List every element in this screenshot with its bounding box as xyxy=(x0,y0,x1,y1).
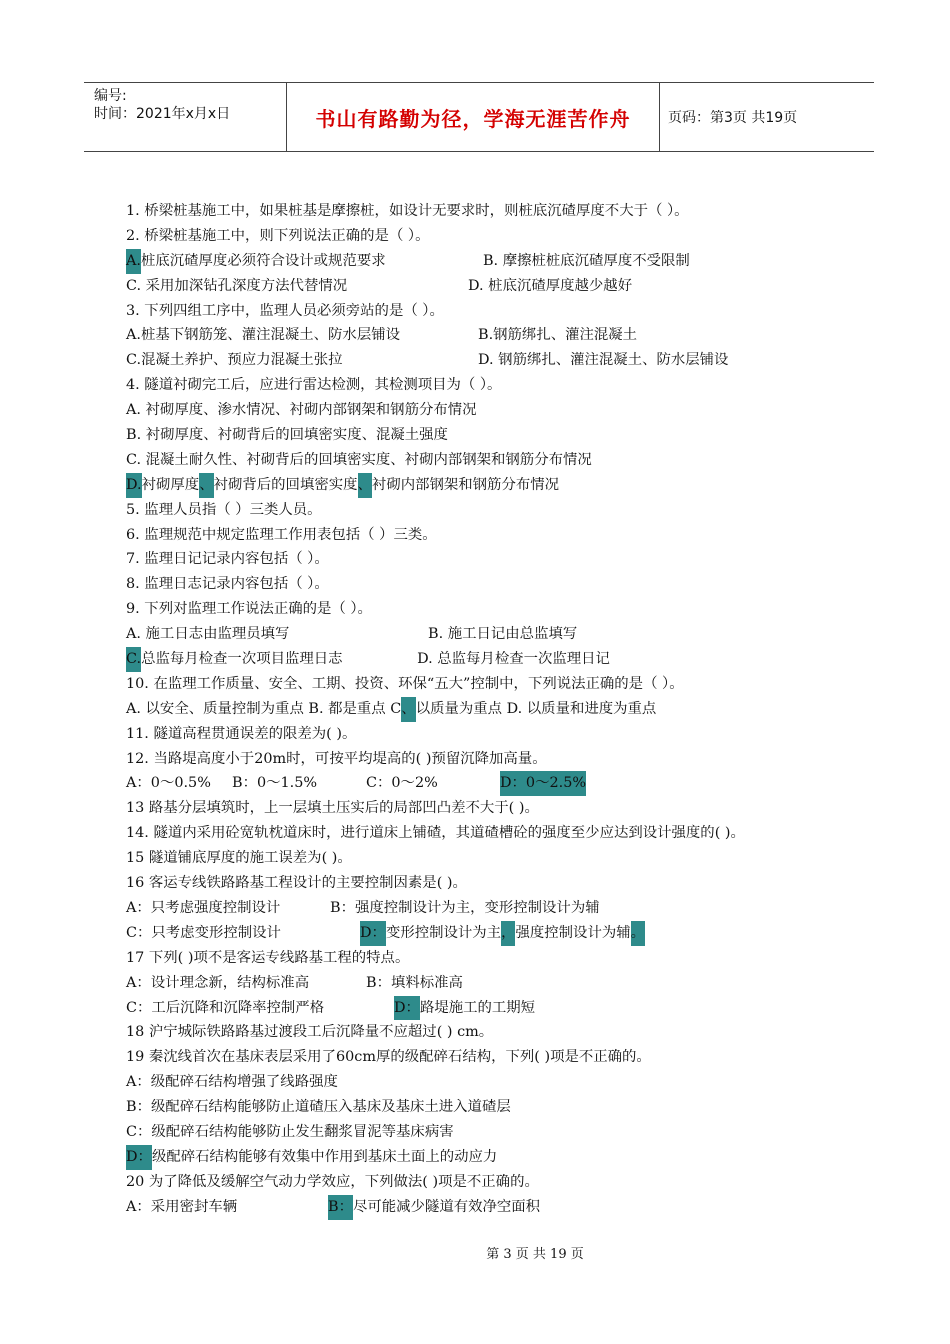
line-text: 20 为了降低及缓解空气动力学效应，下列做法( )项是不正确的。 xyxy=(126,1173,539,1190)
question-line xyxy=(126,871,842,896)
line-text: 1. 桥梁桩基施工中，如果桩基是摩擦桩，如设计无要求时，则桩底沉碴厚度不大于（ ）。 xyxy=(126,203,689,219)
line-text: A. 衬砌厚度、渗水情况、衬砌内部钢架和钢筋分布情况 xyxy=(126,402,477,419)
question-line xyxy=(126,946,842,971)
question-line xyxy=(126,274,842,299)
question-line xyxy=(126,672,842,697)
line-text: B. 施工日记由总监填写 xyxy=(428,626,578,643)
question-line xyxy=(126,722,842,747)
question-line xyxy=(126,572,842,597)
line-text: B：0～1.5% xyxy=(232,775,318,792)
question-line xyxy=(126,423,842,448)
line-text: 强度控制设计为辅 xyxy=(515,924,631,941)
line-text: A：级配碎石结构增强了线路强度 xyxy=(126,1074,338,1091)
question-line xyxy=(126,448,842,473)
line-text: 6. 监理规范中规定监理工作用表包括（ ）三类。 xyxy=(126,526,437,543)
question-line xyxy=(126,199,842,224)
line-text: 5. 监理人员指（ ）三类人员。 xyxy=(126,501,322,518)
line-text: C. 混凝土耐久性、衬砌背后的回填密实度、衬砌内部钢架和钢筋分布情况 xyxy=(126,451,592,468)
line-text: B.钢筋绑扎、灌注混凝土 xyxy=(478,327,638,344)
line-text: 14. 隧道内采用砼宽轨枕道床时，进行道床上铺碴，其道碴槽砼的强度至少应达到设计强度的( )。 xyxy=(126,825,745,842)
highlighted-answer: 、 xyxy=(358,473,372,498)
line-text: 总监每月检查一次项目监理日志 xyxy=(141,651,343,668)
line-text: A. 施工日志由监理员填写 xyxy=(126,626,290,643)
line-text: C：级配碎石结构能够防止发生翻浆冒泥等基床病害 xyxy=(126,1123,454,1140)
line-text: B：强度控制设计为主，变形控制设计为辅 xyxy=(330,899,600,916)
line-text: B. 衬砌厚度、衬砌背后的回填密实度、混凝土强度 xyxy=(126,427,448,444)
highlighted-answer: D： xyxy=(360,921,386,946)
line-text: D. 桩底沉碴厚度越少越好 xyxy=(468,277,633,294)
line-text: 7. 监理日记记录内容包括（ ）。 xyxy=(126,551,329,568)
line-text: C：工后沉降和沉降率控制严格 xyxy=(126,999,325,1016)
question-line xyxy=(126,473,842,498)
number-label: 编号: xyxy=(94,88,127,104)
line-text: 13 路基分层填筑时，上一层填土压实后的局部凹凸差不大于( )。 xyxy=(126,800,539,817)
question-line xyxy=(126,846,842,871)
question-line xyxy=(126,1120,842,1145)
line-text: A：只考虑强度控制设计 xyxy=(126,899,281,916)
line-text: 11. 隧道高程贯通误差的限差为( )。 xyxy=(126,725,357,742)
line-text: C：只考虑变形控制设计 xyxy=(126,924,281,941)
highlighted-answer: D. xyxy=(126,473,142,498)
highlighted-answer: D： xyxy=(394,996,420,1021)
highlighted-answer: 。 xyxy=(631,921,645,946)
question-line xyxy=(126,523,842,548)
page-header xyxy=(84,82,874,152)
question-line xyxy=(126,1045,842,1070)
question-line xyxy=(126,597,842,622)
highlighted-answer: A. xyxy=(126,249,141,274)
line-text: 3. 下列四组工序中，监理人员必须旁站的是（ ）。 xyxy=(126,302,444,319)
time-label: 时间：2021年x月x日 xyxy=(94,106,231,122)
question-line xyxy=(126,398,842,423)
line-text: 12. 当路堤高度小于20m时，可按平均堤高的( )预留沉降加高量。 xyxy=(126,750,547,767)
line-text: 衬砌厚度 xyxy=(141,476,200,493)
line-text: C.混凝土养护、预应力混凝土张拉 xyxy=(126,352,343,369)
line-text: A：0～0.5% xyxy=(126,775,211,792)
line-text: 9. 下列对监理工作说法正确的是（ ）。 xyxy=(126,601,372,618)
highlighted-answer: B： xyxy=(328,1195,353,1220)
question-line xyxy=(126,996,842,1021)
highlighted-answer: 、 xyxy=(401,697,415,722)
question-line xyxy=(126,373,842,398)
question-line xyxy=(126,971,842,996)
question-line xyxy=(126,796,842,821)
question-line xyxy=(126,224,842,249)
line-text: 桩底沉碴厚度必须符合设计或规范要求 xyxy=(140,252,386,269)
line-text: 2. 桥梁桩基施工中，则下列说法正确的是（ ）。 xyxy=(126,227,430,244)
line-text: B：填料标准高 xyxy=(366,974,463,991)
line-text: 级配碎石结构能够有效集中作用到基床土面上的动应力 xyxy=(151,1148,498,1165)
question-list xyxy=(126,199,842,1220)
question-line xyxy=(126,622,842,647)
line-text: 尽可能减少隧道有效净空面积 xyxy=(352,1198,541,1215)
question-line xyxy=(126,348,842,373)
question-line xyxy=(126,747,842,772)
highlighted-answer: 、 xyxy=(199,473,213,498)
question-line xyxy=(126,647,842,672)
question-line xyxy=(126,1195,842,1220)
line-text: 变形控制设计为主 xyxy=(385,924,502,941)
line-text: D. 钢筋绑扎、灌注混凝土、防水层铺设 xyxy=(478,352,729,369)
line-text: 18 沪宁城际铁路路基过渡段工后沉降量不应超过( ) cm。 xyxy=(126,1024,494,1041)
line-text: 19 秦沈线首次在基床表层采用了60cm厚的级配碎石结构，下列( )项是不正确的。 xyxy=(126,1049,651,1066)
question-line xyxy=(126,323,842,348)
question-line xyxy=(126,771,842,796)
question-line xyxy=(126,1095,842,1120)
line-text: 以质量为重点 D. 以质量和进度为重点 xyxy=(415,700,657,717)
line-text: B. 摩擦桩桩底沉碴厚度不受限制 xyxy=(482,252,690,269)
question-line xyxy=(126,1020,842,1045)
question-line xyxy=(126,1070,842,1095)
line-text: 路堤施工的工期短 xyxy=(419,999,536,1016)
highlighted-answer: D：0～2.5% xyxy=(500,771,586,796)
line-text: C. 采用加深钻孔深度方法代替情况 xyxy=(126,277,348,294)
header-left xyxy=(84,83,286,151)
line-text: 8. 监理日志记录内容包括（ ）。 xyxy=(126,576,329,593)
question-line xyxy=(126,547,842,572)
line-text: 10. 在监理工作质量、安全、工期、投资、环保“五大”控制中，下列说法正确的是（ ）。 xyxy=(126,675,684,692)
question-line xyxy=(126,498,842,523)
line-text: 15 隧道铺底厚度的施工误差为( )。 xyxy=(126,850,352,867)
question-line xyxy=(126,1145,842,1170)
question-line xyxy=(126,249,842,274)
question-line xyxy=(126,697,842,722)
line-text: 衬砌背后的回填密实度 xyxy=(213,476,358,493)
header-motto: 书山有路勤为径，学海无涯苦作舟 xyxy=(286,83,660,151)
question-line xyxy=(126,299,842,324)
line-text: 4. 隧道衬砌完工后，应进行雷达检测，其检测项目为（ ）。 xyxy=(126,377,502,394)
line-text: B：级配碎石结构能够防止道碴压入基床及基床土进入道碴层 xyxy=(126,1099,511,1116)
line-text: A：采用密封车辆 xyxy=(126,1198,238,1215)
line-text: D. 总监每月检查一次监理日记 xyxy=(417,651,610,668)
line-text: A. 以安全、质量控制为重点 B. 都是重点 C xyxy=(126,700,402,717)
line-text: C：0～2% xyxy=(366,775,438,792)
question-line xyxy=(126,1170,842,1195)
question-line xyxy=(126,896,842,921)
question-line xyxy=(126,821,842,846)
highlighted-answer: ， xyxy=(501,921,515,946)
highlighted-answer: C. xyxy=(126,647,141,672)
line-text: 衬砌内部钢架和钢筋分布情况 xyxy=(371,476,560,493)
question-line xyxy=(126,921,842,946)
line-text: A：设计理念新，结构标准高 xyxy=(126,974,310,991)
line-text: 17 下列( )项不是客运专线路基工程的特点。 xyxy=(126,949,410,966)
highlighted-answer: D： xyxy=(126,1145,152,1170)
header-page-label: 页码：第3页 共19页 xyxy=(668,110,798,126)
line-text: A.桩基下钢筋笼、灌注混凝土、防水层铺设 xyxy=(126,327,400,344)
line-text: 16 客运专线铁路路基工程设计的主要控制因素是( )。 xyxy=(126,875,467,892)
page-footer: 第 3 页 共 19 页 xyxy=(486,1247,584,1262)
